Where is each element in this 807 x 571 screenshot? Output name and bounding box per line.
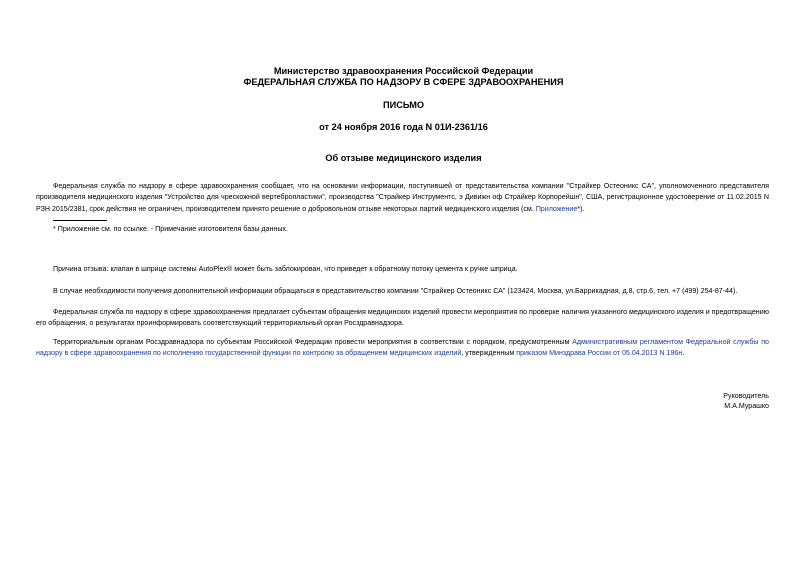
document-date-number: от 24 ноября 2016 года N 01И-2361/16 xyxy=(319,122,488,132)
footnote: * Приложение см. по ссылке. - Примечание изготовителя базы данных. xyxy=(53,225,288,233)
paragraph-reason: Причина отзыва: клапан в шприце системы AutoPlex® может быть заблокирован, что приведет к обратному потоку цемента к ручке шприца. xyxy=(53,265,518,273)
paragraph-territorial-text1: Территориальным органам Росздравнадзора по субъектам Российской Федерации провести мероприятия в соответствии с порядком, предусмотренным xyxy=(53,338,573,346)
document-type: ПИСЬМО xyxy=(382,100,425,110)
service-name: ФЕДЕРАЛЬНАЯ СЛУЖБА ПО НАДЗОРУ В СФЕРЕ ЗДРАВООХРАНЕНИЯ xyxy=(243,77,564,87)
signature-title: Руководитель xyxy=(723,392,769,400)
paragraph-territorial-text2: , утвержденным xyxy=(461,349,517,358)
signature-name: М.А.Мурашко xyxy=(724,402,769,410)
footnote-divider xyxy=(53,220,107,221)
paragraph-proposal: Федеральная служба по надзору в сфере здравоохранения предлагает субъектам обращения медицинских изделий провести мероприятия по проверке наличия указанного медицинского изделия и предотвращению его обращения, о результатах проинформировать соответствующий территориальный орган Росздравнадзора. xyxy=(36,308,769,328)
document-subject: Об отзыве медицинского изделия xyxy=(325,153,482,163)
paragraph-notice-tail: *). xyxy=(577,204,585,213)
ministry-name: Министерство здравоохранения Российской Федерации xyxy=(273,66,534,76)
paragraph-notice-text: Федеральная служба по надзору в сфере здравоохранения сообщает, что на основании информации, поступившей от представительства компании "Страйкер Остеоникс СА", уполномоченного представителя производителя медицинского изделия "Устройство для чрескожной вертебропластики", производства "Страйкер Инструментс, э Дивижн оф Страйкер Корпорейшн", США, регистрационное удостоверение от 11.02.2015 N РЗН 2015/2381, срок действия не ограничен, производителем принято решение о добровольном отзыве некоторых партий медицинского изделия (см. xyxy=(36,182,769,213)
paragraph-notice xyxy=(36,181,769,215)
paragraph-territorial-text3: . xyxy=(682,349,685,358)
regulation-link[interactable]: Административным регламентом Федеральной службы по надзору в сфере здравоохранения по исполнению государственной функции по контролю за обращением медицинских изделий xyxy=(36,338,769,358)
order-link[interactable]: приказом Минздрава России от 05.04.2013 N 196н xyxy=(516,349,683,358)
appendix-link[interactable]: Приложение xyxy=(535,204,578,213)
paragraph-contacts: В случае необходимости получения дополнительной информации обращаться в представительство компании "Страйкер Остеоникс СА" (123424, Москва, ул.Баррикадная, д.8, стр.6, тел. +7 (499) 254-87-44). xyxy=(53,287,738,295)
paragraph-territorial xyxy=(36,337,769,360)
